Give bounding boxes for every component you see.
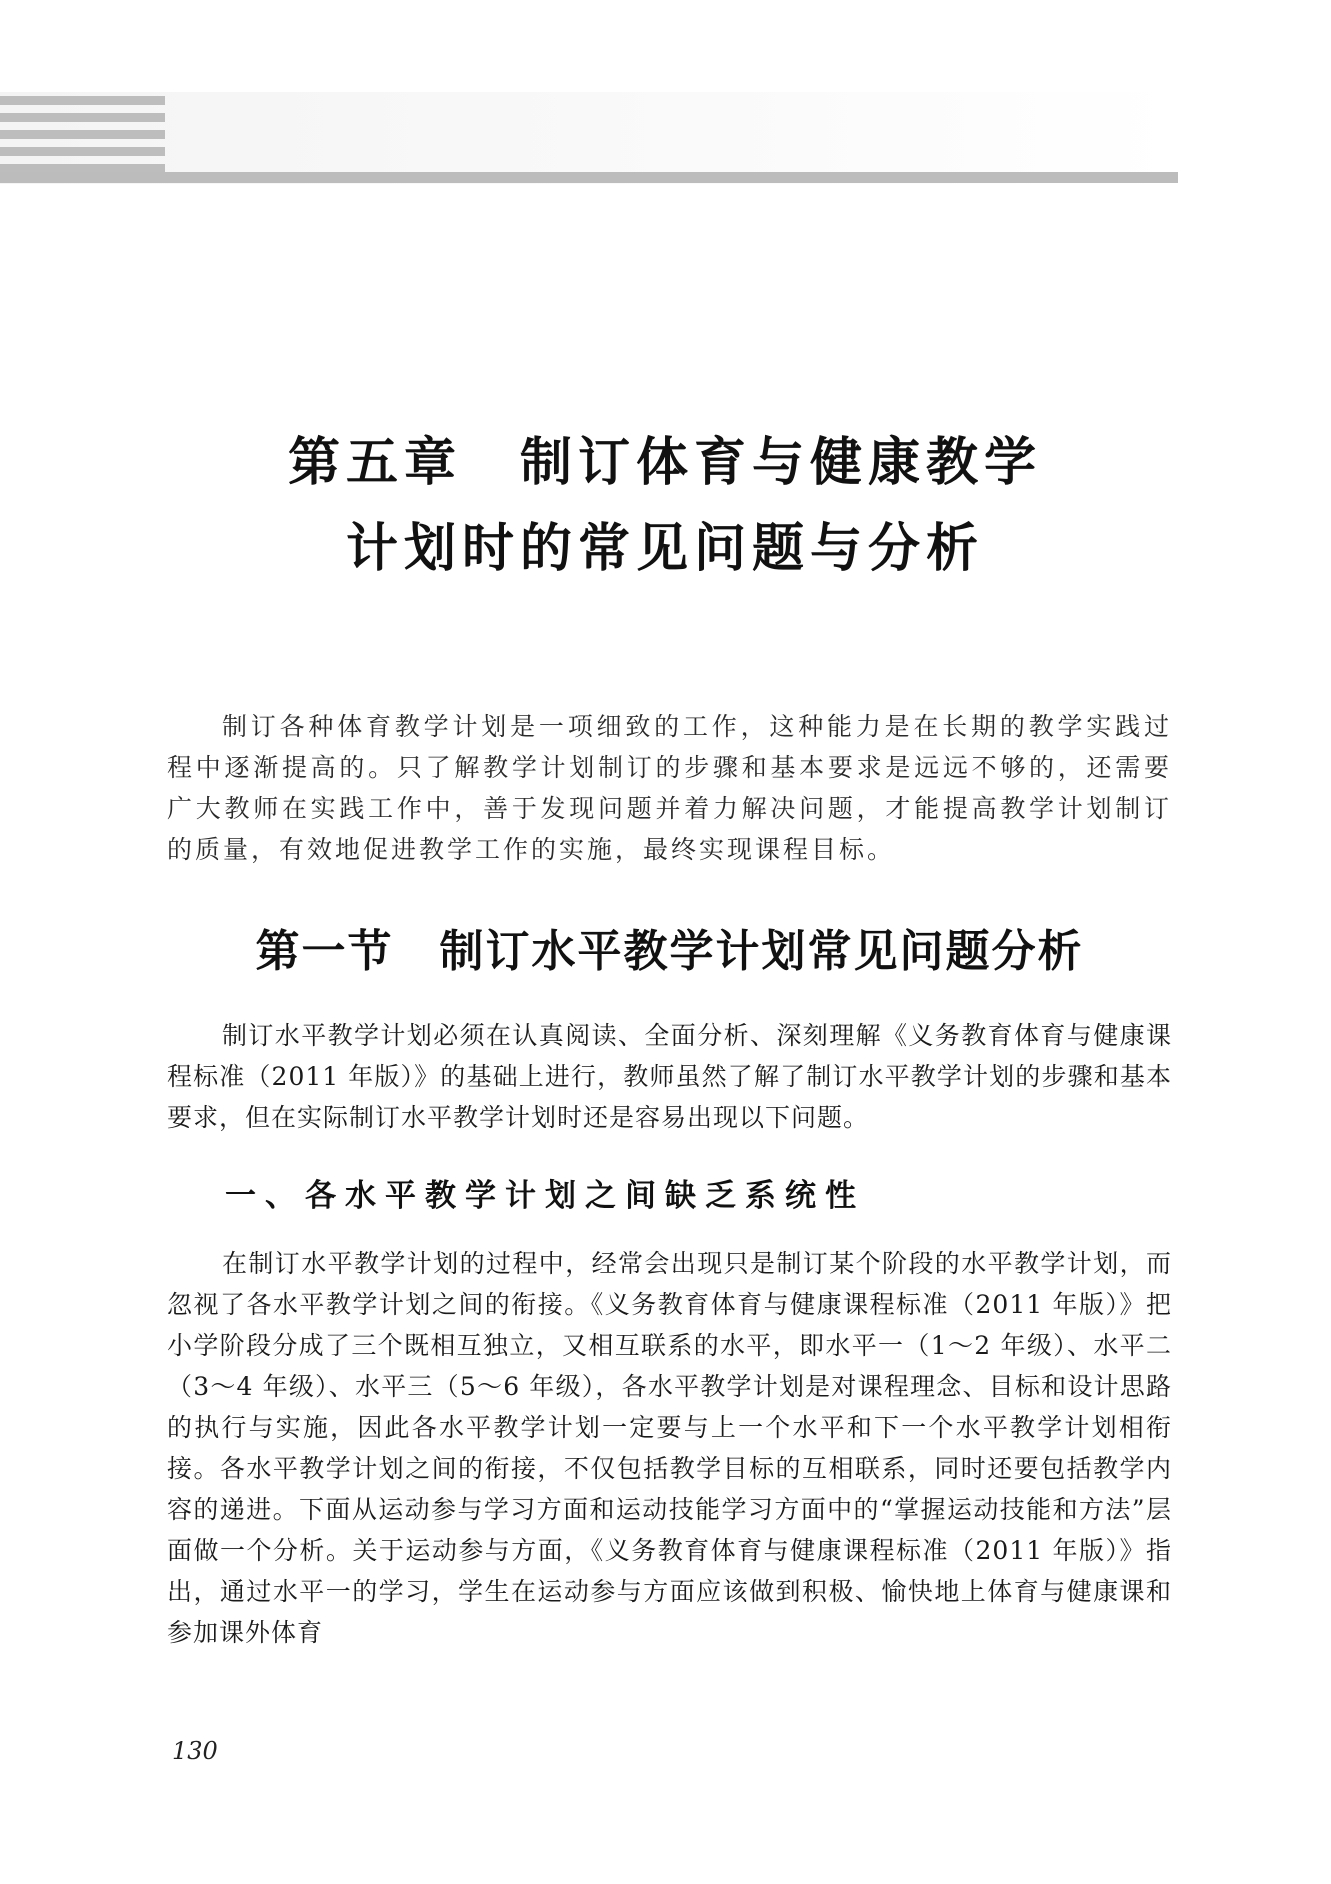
header-stripe [0,96,165,105]
section-title: 第一节 制订水平教学计划常见问题分析 [255,926,1084,977]
header-stripe [0,147,165,156]
header-rule [0,172,1178,183]
header-band [0,92,1178,184]
page-number: 130 [172,1737,218,1765]
header-stripe [0,113,165,122]
subsection-title: 一、各水平教学计划之间缺乏系统性 [225,1178,865,1214]
section-paragraph: 制订水平教学计划必须在认真阅读、全面分析、深刻理解《义务教育体育与健康课程标准（2011 年版）》的基础上进行，教师虽然了解了制订水平教学计划的步骤和基本要求，但在实际制订水平教学计划时还是容易出现以下问题。 [167,1021,1172,1132]
chapter-title-line-2: 计划时的常见问题与分析 [345,519,984,579]
chapter-title [120,420,1210,592]
header-stripes [0,96,165,178]
chapter-title-line-1: 第五章 制订体育与健康教学 [287,433,1042,493]
intro-paragraph: 制订各种体育教学计划是一项细致的工作，这种能力是在长期的教学实践过程中逐渐提高的。只了解教学计划制订的步骤和基本要求是远远不够的，还需要广大教师在实践工作中，善于发现问题并着力解决问题，才能提高教学计划制订的质量，有效地促进教学工作的实施，最终实现课程目标。 [167,712,1172,864]
subsection-paragraph: 在制订水平教学计划的过程中，经常会出现只是制订某个阶段的水平教学计划，而忽视了各水平教学计划之间的衔接。《义务教育体育与健康课程标准（2011 年版）》把小学阶段分成了三个既相互独立，又相互联系的水平，即水平一（1～2 年级）、水平二（3～4 年级）、水平三（5～6 年级），各水平教学计划是对课程理念、目标和设计思路的执行与实施，因此各水平教学计划一定要与上一个水平和下一个水平教学计划相衔接。各水平教学计划之间的衔接，不仅包括教学目标的互相联系，同时还要包括教学内容的递进。下面从运动参与学习方面和运动技能学习方面中的“掌握运动技能和方法”层面做一个分析。关于运动参与方面，《义务教育体育与健康课程标准（2011 年版）》指出，通过水平一的学习，学生在运动参与方面应该做到积极、愉快地上体育与健康课和参加课外体育 [167,1249,1172,1647]
header-stripe [0,130,165,139]
